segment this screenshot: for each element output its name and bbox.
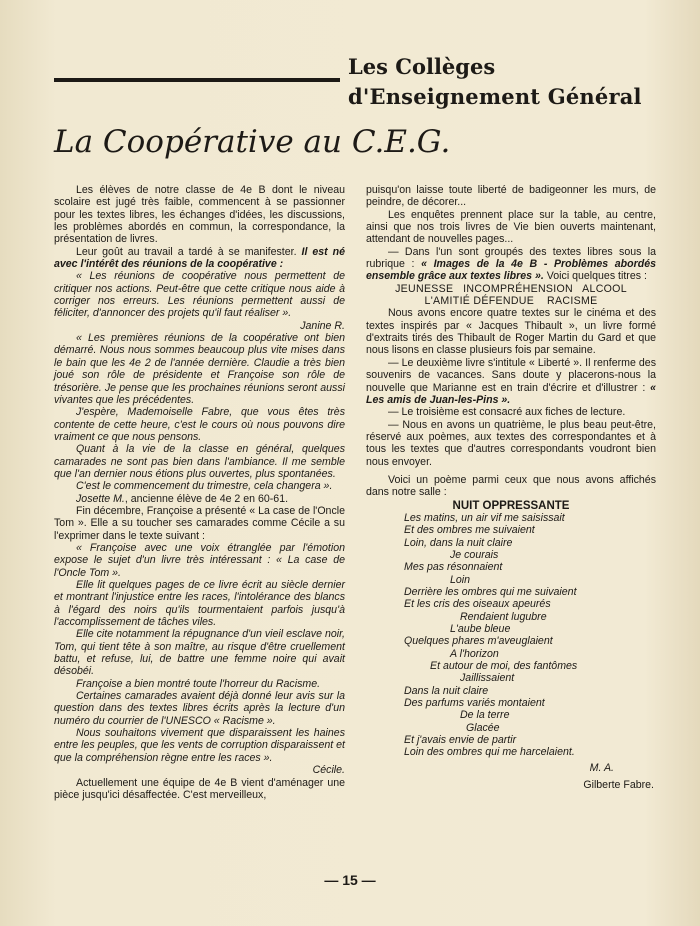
theme-line-1: JEUNESSE INCOMPRÉHENSION ALCOOL	[395, 282, 627, 295]
poem-line: Derrière les ombres qui me suivaient	[404, 586, 577, 598]
poem-line: Rendaient lugubre	[460, 610, 547, 623]
poem-line: Loin	[450, 573, 471, 586]
poem-title: NUIT OPPRESSANTE	[452, 499, 570, 512]
poem-line: Dans la nuit claire	[404, 684, 489, 697]
quote-cecile-1: « Françoise avec une voix étranglée par l'émotion expose le sujet d'un livre très intéressant : « La case de l'Oncle Tom ».	[54, 541, 345, 579]
right-paragraph-2: Les enquêtes prennent place sur la table, au centre, ainsi que nos trois livres de Vie bien ouverts maintenant, attendant de nouvelles pages...	[366, 208, 656, 246]
quote-janine: « Les réunions de coopérative nous permettent de critiquer nos actions. Peut-être que cette critique nous aide à corriger nos erreurs. Les réunions permettent aussi de féliciter, d'annoncer des projets qu'il faut réaliser ».	[54, 270, 345, 320]
poem-line: Loin des ombres qui me harcelaient.	[404, 746, 575, 759]
poem-line: A l'horizon	[450, 647, 499, 660]
poem-line: De la terre	[460, 709, 510, 722]
quote-cecile-3: Elle cite notamment la répugnance d'un vieil esclave noir, Tom, qui tient tête à son maître, au risque d'être cruellement battu, et refuse, lui, de battre une femme noire qui avait désobéi.	[54, 628, 345, 678]
poem-line: Mes pas résonnaient	[404, 561, 503, 574]
signature-cecile: Cécile.	[312, 764, 345, 777]
poem-line: Glacée	[466, 721, 500, 734]
poem-line: Et j'avais envie de partir	[404, 734, 517, 747]
left-paragraph-1: Les élèves de notre classe de 4e B dont le niveau scolaire est jugé très faible, commencent à se passionner pour les textes libres, les échanges d'idées, les discussions, les problèmes abordés en commun, la correspondance, la présentation de livres.	[54, 184, 345, 246]
right-paragraph-6: — Le troisième est consacré aux fiches de lecture.	[388, 406, 626, 419]
theme-list	[366, 283, 656, 308]
right-paragraph-5: — Le deuxième livre s'intitule « Liberté ». Il renferme des souvenirs de vacances. Sans doute y placerons-nous la nouvelle que Marianne est en train d'écrire et d'illustrer : « Les amis de Juan-les-Pins ».	[366, 356, 656, 406]
poem-line: L'aube bleue	[450, 623, 511, 636]
section-header	[348, 52, 642, 112]
poem-signature: M. A.	[589, 761, 614, 774]
poem	[404, 512, 656, 759]
poem-line: Je courais	[450, 548, 499, 561]
right-paragraph-7: — Nous en avons un quatrième, le plus beau peut-être, réservé aux poèmes, aux textes des correspondantes et à tous les textes que d'autres correspondants voudront bien nous envoyer.	[366, 418, 656, 468]
quote-josette-2: J'espère, Mademoiselle Fabre, que vous êtes très contente de cette heure, c'est le cours où nous pouvons dire vraiment ce que nous pensons.	[54, 406, 345, 443]
signature-josette: Josette M., ancienne élève de 4e 2 en 60-61.	[76, 492, 289, 505]
poem-line: Loin, dans la nuit claire	[404, 536, 513, 549]
poem-line: Et autour de moi, des fantômes	[430, 660, 578, 673]
quote-cecile-2: Elle lit quelques pages de ce livre écrit au siècle dernier et montrant l'injustice entre les races, l'intolérance des blancs à l'égard des noirs qu'ils tourmentaient parfois jusqu'à l'accomplissement de tâches viles.	[54, 579, 345, 629]
poem-line: Quelques phares m'aveuglaient	[404, 635, 553, 648]
quote-josette-4: C'est le commencement du trimestre, cela changera ».	[76, 480, 333, 493]
right-paragraph-3: — Dans l'un sont groupés des textes libres sous la rubrique : « Images de la 4e B - Problèmes abordés ensemble grâce aux textes libres ». Voici quelques titres :	[366, 245, 656, 283]
header-line-2: d'Enseignement Général	[348, 84, 642, 109]
right-paragraph-1: puisqu'on laisse toute liberté de badigeonner les murs, de peindre, de décorer...	[366, 184, 656, 209]
quote-josette-3: Quant à la vie de la classe en général, quelques camarades ne sont pas bien dans l'ambiance. Il me semble que l'an dernier nous étions plus ouvertes, plus spontanées.	[54, 443, 345, 480]
header-rule	[54, 78, 340, 82]
poem-line: Et des ombres me suivaient	[404, 524, 535, 537]
poem-line: Et les cris des oiseaux apeurés	[404, 598, 551, 611]
quote-cecile-4: Françoise a bien montré toute l'horreur du Racisme.	[76, 677, 321, 690]
quote-cecile-6: Nous souhaitons vivement que disparaissent les haines entre les peuples, que les vents de corruption disparaissent et que la compréhension règne entre les races ».	[54, 727, 345, 764]
quote-josette-1: « Les premières réunions de la coopérative ont bien démarré. Nous nous sommes beaucoup plus vite mises dans le bain que les 4e 2 de l'année dernière. Claudie a très bien joué son rôle de présidente et Françoise son rôle de trésorière. Je pense que les prochaines réunions seront aussi vivantes que les précédentes.	[54, 332, 345, 406]
signature-janine: Janine R.	[300, 319, 345, 332]
poem-line: Jaillissaient	[460, 672, 515, 685]
left-column	[54, 184, 345, 801]
poem-line: Les matins, un air vif me saisissait	[404, 511, 565, 524]
left-paragraph-3: Fin décembre, Françoise a présenté « La case de l'Oncle Tom ». Elle a su toucher ses camarades comme Cécile a su l'exprimer dans le texte suivant :	[54, 504, 345, 542]
page-number: — 15 —	[324, 872, 376, 888]
left-paragraph-2: Leur goût au travail a tardé à se manifester. Il est né avec l'intérêt des réunions de la coopérative :	[54, 245, 345, 271]
article-title: La Coopérative au C.E.G.	[54, 124, 451, 160]
quote-cecile-5: Certaines camarades avaient déjà donné leur avis sur la question dans des textes libres écrits après la lecture d'un numéro du courrier de l'UNESCO « Racisme ».	[54, 690, 345, 727]
header-line-1: Les Collèges	[348, 54, 496, 79]
theme-line-2: L'AMITIÉ DÉFENDUE RACISME	[424, 295, 598, 308]
right-paragraph-4: Nous avons encore quatre textes sur le cinéma et des textes inspirés par « Jacques Thibault », un livre formé d'extraits tirés des Thibault de Roger Martin du Gard et que nous lisons en classe plusieurs fois par semaine.	[366, 307, 656, 357]
left-paragraph-4: Actuellement une équipe de 4e B vient d'aménager une pièce jusqu'ici désaffectée. C'est merveilleux,	[54, 776, 345, 801]
author-signature: Gilberte Fabre.	[583, 779, 654, 792]
right-column	[366, 184, 656, 792]
poem-line: Des parfums variés montaient	[404, 697, 545, 710]
right-paragraph-8: Voici un poème parmi ceux que nous avons affichés dans notre salle :	[366, 473, 656, 499]
